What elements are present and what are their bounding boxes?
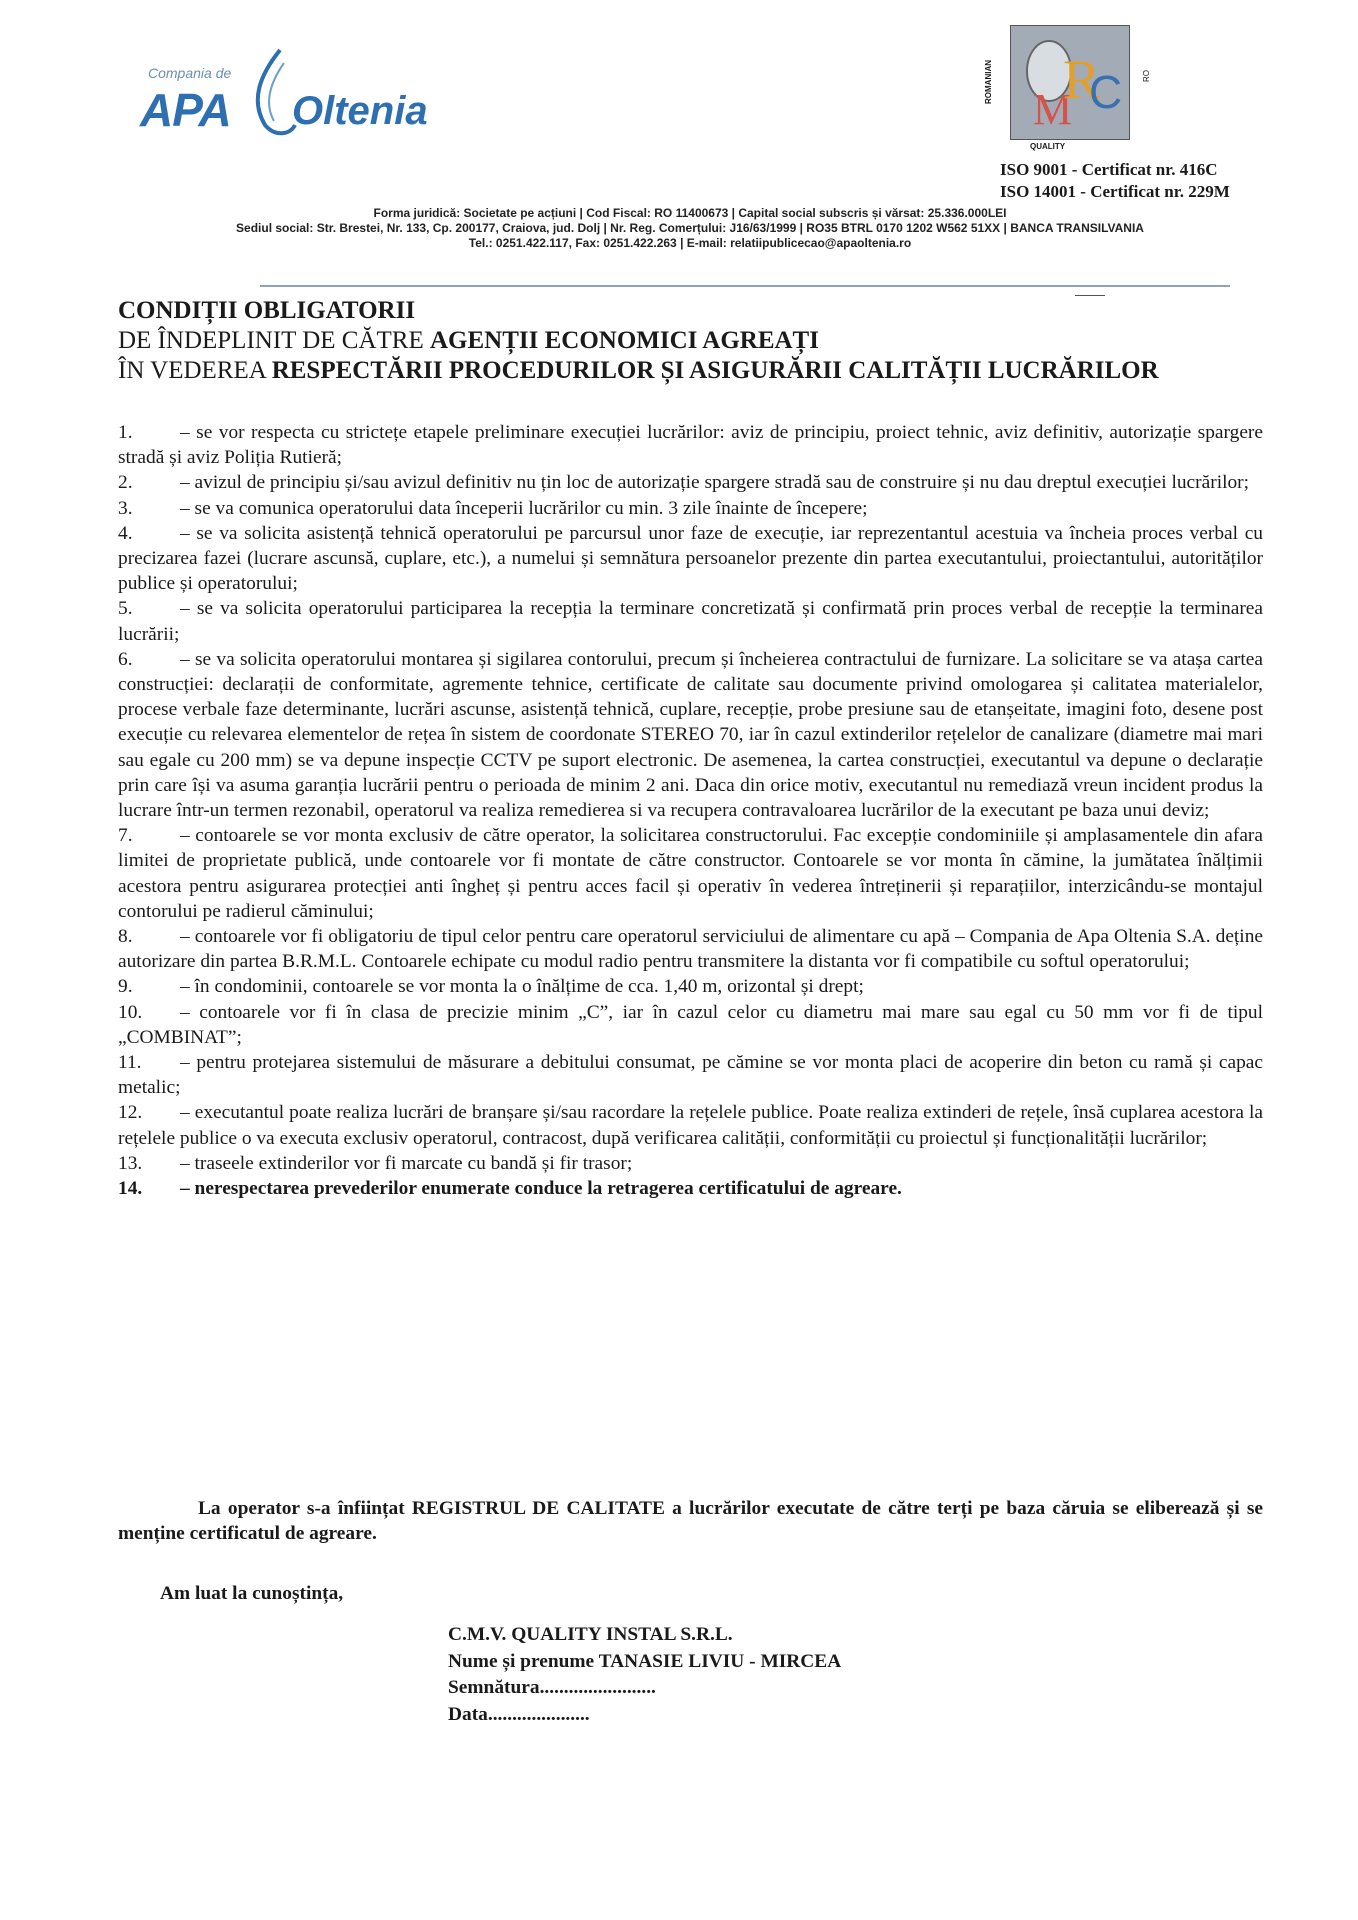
- signature-name: Nume și prenume TANASIE LIVIU - MIRCEA: [448, 1650, 842, 1672]
- water-drop-icon: [240, 45, 300, 140]
- item-text: – se va solicita asistență tehnică operatorului pe parcursul unor faze de execuție, iar reprezentantul acestuia va încheia proces verbal cu precizarea fazei (lucrare ascunsă, cuplare, etc.), a numelui și semnătura persoanelor prezente din partea executantului, proiectantului, autorităților publice și operatorului;: [118, 522, 1263, 595]
- logo-romanian-label: ROMANIAN: [984, 60, 993, 104]
- item-text: – contoarele se vor monta exclusiv de către operator, la solicitarea constructorului. Fac excepție condominiile și amplasamentele din afara limitei de proprietate publică, unde contoarele vor fi montate de către constructor. Contoarele se vor monta în cămine, la jumătatea înălțimii acestora pentru asigurarea protecției anti îngheț și pentru acces facil și operativ în vederea întreținerii și reparațiilor, interzicându-se montajul contorului pe radierul căminului;: [118, 825, 1263, 922]
- svg-text:R: R: [1063, 49, 1101, 111]
- item-number: 12.: [118, 1102, 143, 1124]
- item-text: – în condominii, contoarele se vor monta la o înălțime de cca. 1,40 m, orizontal și drept;: [180, 976, 864, 998]
- registry-note: La operator s-a înființat REGISTRUL DE CALITATE a lucrărilor executate de către terți pe baza căruia se eliberează și se menține certificatul de agreare.: [118, 1498, 1263, 1545]
- logo-quality-label: QUALITY: [1030, 142, 1066, 151]
- item-number: 9.: [118, 976, 133, 998]
- title-line-1-text: CONDIȚII OBLIGATORII: [118, 297, 416, 324]
- item-text: – pentru protejarea sistemului de măsurare a debitului consumat, pe cămine se vor monta placi de acoperire din beton cu ramă și capac metalic;: [118, 1052, 1263, 1099]
- list-item: [118, 647, 1263, 823]
- title-line-3-bold: RESPECTĂRII PROCEDURILOR ȘI ASIGURĂRII CALITĂȚII LUCRĂRILOR: [271, 357, 1159, 384]
- list-item: [118, 1176, 1263, 1201]
- acknowledgement-text: Am luat la cunoștința,: [160, 1583, 344, 1604]
- list-item: [118, 823, 1263, 924]
- item-number: 13.: [118, 1152, 143, 1174]
- list-item: [118, 496, 1263, 521]
- item-number: 8.: [118, 926, 133, 948]
- apa-oltenia-logo: [140, 45, 470, 140]
- svg-text:M: M: [1033, 85, 1073, 134]
- title-line-2-bold: AGENȚII ECONOMICI AGREAȚI: [430, 327, 819, 354]
- list-item: [118, 974, 1263, 999]
- item-number: 1.: [118, 422, 133, 443]
- item-number: 11.: [118, 1052, 142, 1074]
- rmc-emblem-graphic: [1011, 26, 1129, 139]
- document-title: [118, 296, 1159, 386]
- conditions-list: [118, 420, 1263, 1201]
- company-info-line: Forma juridică: Societate pe acțiuni | Cod Fiscal: RO 11400673 | Capital social subscris și vărsat: 25.336.000LEI: [373, 206, 1007, 220]
- svg-text:C: C: [1089, 66, 1123, 118]
- title-line-3: [118, 356, 1159, 386]
- item-text: – executantul poate realiza lucrări de branșare și/sau racordare la rețelele publice. Poate realiza extinderi de rețele, însă cuplarea acestora la rețelele publice o va executa exclusiv operatorul, contracost, după verificarea calității, conformității cu proiectul și funcționalității lucrărilor;: [118, 1102, 1263, 1149]
- item-number: 7.: [118, 825, 133, 847]
- item-number: 10.: [118, 1001, 143, 1023]
- logo-oltenia-text: Oltenia: [292, 89, 428, 133]
- logo-ro-label: RO: [1142, 70, 1151, 82]
- item-text: – se va solicita operatorului montarea și sigilarea contorului, precum și încheierea contractului de furnizare. La solicitare se va atașa cartea construcției: declarații de conformitate, agremente tehnice, certificate de calitate sau documente privind omologarea și calitatea materialelor, procese verbale faze determinante, lucrări ascunse, asistență tehnică, cuplare, recepție, probe presiune sau de etanșeitate, imagini foto, desene post execuție cu relevarea elementelor de rețea în sistem de coordonate STEREO 70, iar în cazul extinderilor rețelelor de canalizare (diametre mai mari sau egale cu 200 mm) se va depune inspecție CCTV pe suport electronic. De asemenea, la cartea construcției, executantul va depune o declarație prin care își va asuma garanția lucrării pentru o perioada de minim 2 ani. Daca din orice motiv, executantul nu remediază vreun incident produs la lucrare într-un termen rezonabil, operatorul va realiza remedierea si va recupera contravaloarea lucrărilor de la executant pe baza unui deviz;: [118, 648, 1263, 822]
- item-number: 5.: [118, 598, 133, 620]
- item-number: 2.: [118, 472, 133, 494]
- iso-14001-certificate: ISO 14001 - Certificat nr. 229M: [1000, 182, 1230, 201]
- logo-apa-text: APA: [140, 84, 231, 136]
- title-line-2: [118, 326, 1159, 356]
- item-number: 4.: [118, 522, 133, 544]
- title-line-3-normal: ÎN VEDEREA: [118, 357, 272, 384]
- item-text: – nerespectarea prevederilor enumerate conduce la retragerea certificatului de agreare.: [180, 1178, 902, 1200]
- rmc-quality-logo: [980, 25, 1155, 155]
- item-text: – se vor respecta cu strictețe etapele preliminare execuției lucrărilor: aviz de principiu, proiect tehnic, aviz definitiv, autorizație spargere stradă și aviz Poliția Rutieră;: [118, 422, 1263, 469]
- list-item: [118, 1050, 1263, 1100]
- list-item: [118, 924, 1263, 974]
- item-text: – contoarele vor fi obligatoriu de tipul celor pentru care operatorul serviciului de alimentare cu apă – Compania de Apa Oltenia S.A. deține autorizare din partea B.R.M.L. Contoarele echipate cu modul radio pentru transmitere la distanta vor fi compatibile cu softul operatorului;: [118, 926, 1263, 973]
- rmc-emblem: [1010, 25, 1130, 140]
- signature-company: C.M.V. QUALITY INSTAL S.R.L.: [448, 1624, 733, 1645]
- iso-9001-certificate: ISO 9001 - Certificat nr. 416C: [1000, 160, 1218, 179]
- title-line-2-normal: DE ÎNDEPLINIT DE CĂTRE: [118, 327, 430, 354]
- item-text: – se va comunica operatorului data începerii lucrărilor cu min. 3 zile înainte de începere;: [180, 497, 868, 519]
- company-info-line: Sediul social: Str. Brestei, Nr. 133, Cp. 200177, Craiova, jud. Dolj | Nr. Reg. Comerțului: J16/63/1999 | RO35 BTRL 0170 1202 W562 51XX | BANCA TRANSILVANIA: [236, 221, 1144, 235]
- logo-company-prefix: Compania de: [148, 65, 232, 81]
- item-number: 3.: [118, 497, 133, 519]
- signature-line: Semnătura........................: [448, 1677, 656, 1698]
- list-item: [118, 596, 1263, 646]
- list-item: [118, 1000, 1263, 1050]
- list-item: [118, 521, 1263, 597]
- header-divider: [260, 285, 1230, 287]
- title-line-1: [118, 296, 1159, 326]
- list-item: [118, 470, 1263, 495]
- list-item: [118, 420, 1263, 470]
- signature-date: Data.....................: [448, 1703, 590, 1725]
- list-item: [118, 1100, 1263, 1150]
- list-item: [118, 1151, 1263, 1176]
- item-number: 6.: [118, 648, 133, 670]
- item-text: – contoarele vor fi în clasa de precizie minim „C”, iar în cazul celor cu diametru mai mare sau egal cu 50 mm vor fi de tipul „COMBINAT”;: [118, 1001, 1263, 1048]
- item-text: – traseele extinderilor vor fi marcate cu bandă și fir trasor;: [180, 1152, 633, 1174]
- item-text: – se va solicita operatorului participarea la recepția la terminare concretizată și confirmată prin proces verbal de recepție la terminarea lucrării;: [118, 598, 1263, 645]
- company-info-line: Tel.: 0251.422.117, Fax: 0251.422.263 | E-mail: relatiipublicecao@apaoltenia.ro: [468, 236, 912, 250]
- item-text: – avizul de principiu și/sau avizul definitiv nu țin loc de autorizație spargere stradă sau de construire și nu dau dreptul execuției lucrărilor;: [180, 472, 1250, 494]
- signature-block: [448, 1622, 841, 1728]
- company-legal-info: [170, 206, 1210, 251]
- item-number: 14.: [118, 1178, 143, 1200]
